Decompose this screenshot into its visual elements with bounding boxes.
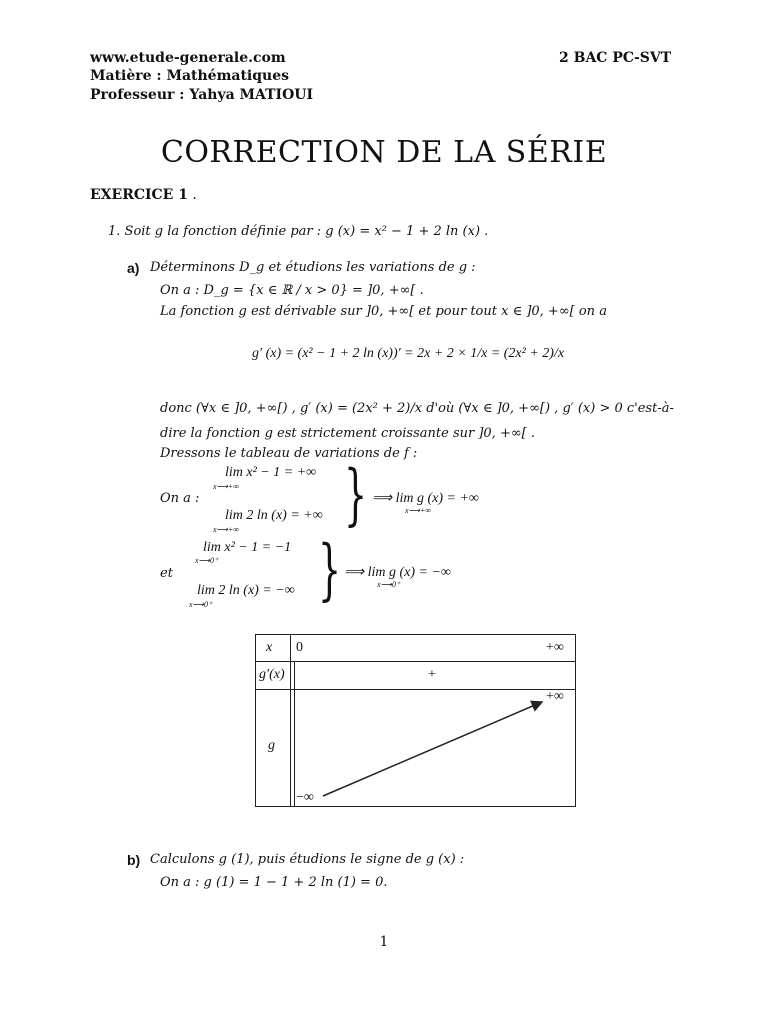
increasing-line: dire la fonction g est strictement croissante sur ]0, +∞[ .	[160, 426, 536, 441]
right-brace-1: }	[344, 456, 368, 533]
limit-result-2: ⟹ lim g (x) = −∞	[344, 565, 451, 580]
limit-1-sub: x⟶+∞	[213, 482, 240, 491]
table-intro-line: Dressons le tableau de variations de f :	[160, 446, 418, 461]
et-label: et	[160, 566, 173, 581]
table-gprime-label: g′(x)	[259, 667, 285, 682]
limit-4: lim 2 ln (x) = −∞	[197, 583, 295, 598]
sign-derivative-line: donc (∀x ∈ ]0, +∞[) , g′ (x) = (2x² + 2)/x d'où (∀x ∈ ]0, +∞[) , g′ (x) > 0 c'est-à-	[160, 401, 674, 416]
table-g-start: −∞	[296, 790, 314, 805]
limit-result-1-sub: x⟶+∞	[405, 506, 432, 515]
exercise-label: EXERCICE 1	[90, 187, 188, 203]
right-brace-2: }	[318, 531, 342, 608]
table-x-start: 0	[296, 640, 303, 655]
subject-header: Matière : Mathématiques	[90, 68, 290, 84]
limit-2: lim 2 ln (x) = +∞	[225, 508, 323, 523]
on-a-label: On a :	[160, 491, 200, 506]
limit-3-sub: x⟶0⁺	[195, 556, 219, 565]
teacher-header: Professeur : Yahya MATIOUI	[90, 87, 314, 103]
part-a-label: a)	[127, 260, 140, 276]
page-number: 1	[379, 934, 389, 950]
question-1: 1. Soit g la fonction définie par : g (x) = x² − 1 + 2 ln (x) .	[108, 224, 489, 239]
table-x-label: x	[266, 640, 273, 655]
table-g-label: g	[268, 738, 275, 753]
derivative-formula: g′ (x) = (x² − 1 + 2 ln (x))′ = 2x + 2 × 1/x = (2x² + 2)/x	[252, 346, 565, 361]
level-header: 2 BAC PC-SVT	[559, 50, 672, 66]
part-b-label: b)	[127, 852, 141, 868]
limit-3: lim x² − 1 = −1	[203, 540, 292, 555]
g-of-1-line: On a : g (1) = 1 − 1 + 2 ln (1) = 0.	[160, 875, 388, 890]
limit-1: lim x² − 1 = +∞	[225, 465, 317, 480]
part-b-text: Calculons g (1), puis étudions le signe de g (x) :	[150, 852, 465, 867]
limit-result-1: ⟹ lim g (x) = +∞	[372, 491, 479, 506]
exercise-dot: .	[192, 187, 197, 203]
table-x-end: +∞	[546, 640, 564, 655]
differentiable-line: La fonction g est dérivable sur ]0, +∞[ et pour tout x ∈ ]0, +∞[ on a	[160, 304, 607, 319]
table-sign: +	[428, 667, 436, 682]
table-g-end: +∞	[546, 689, 564, 704]
limit-2-sub: x⟶+∞	[213, 525, 240, 534]
part-a-text: Déterminons D_g et étudions les variations de g :	[150, 260, 476, 275]
limit-4-sub: x⟶0⁺	[189, 600, 213, 609]
limit-result-2-sub: x⟶0⁺	[377, 580, 401, 589]
page-title: CORRECTION DE LA SÉRIE	[160, 135, 608, 170]
website-header: www.etude-generale.com	[90, 50, 286, 66]
domain-line: On a : D_g = {x ∈ ℝ / x > 0} = ]0, +∞[ .	[160, 283, 424, 298]
